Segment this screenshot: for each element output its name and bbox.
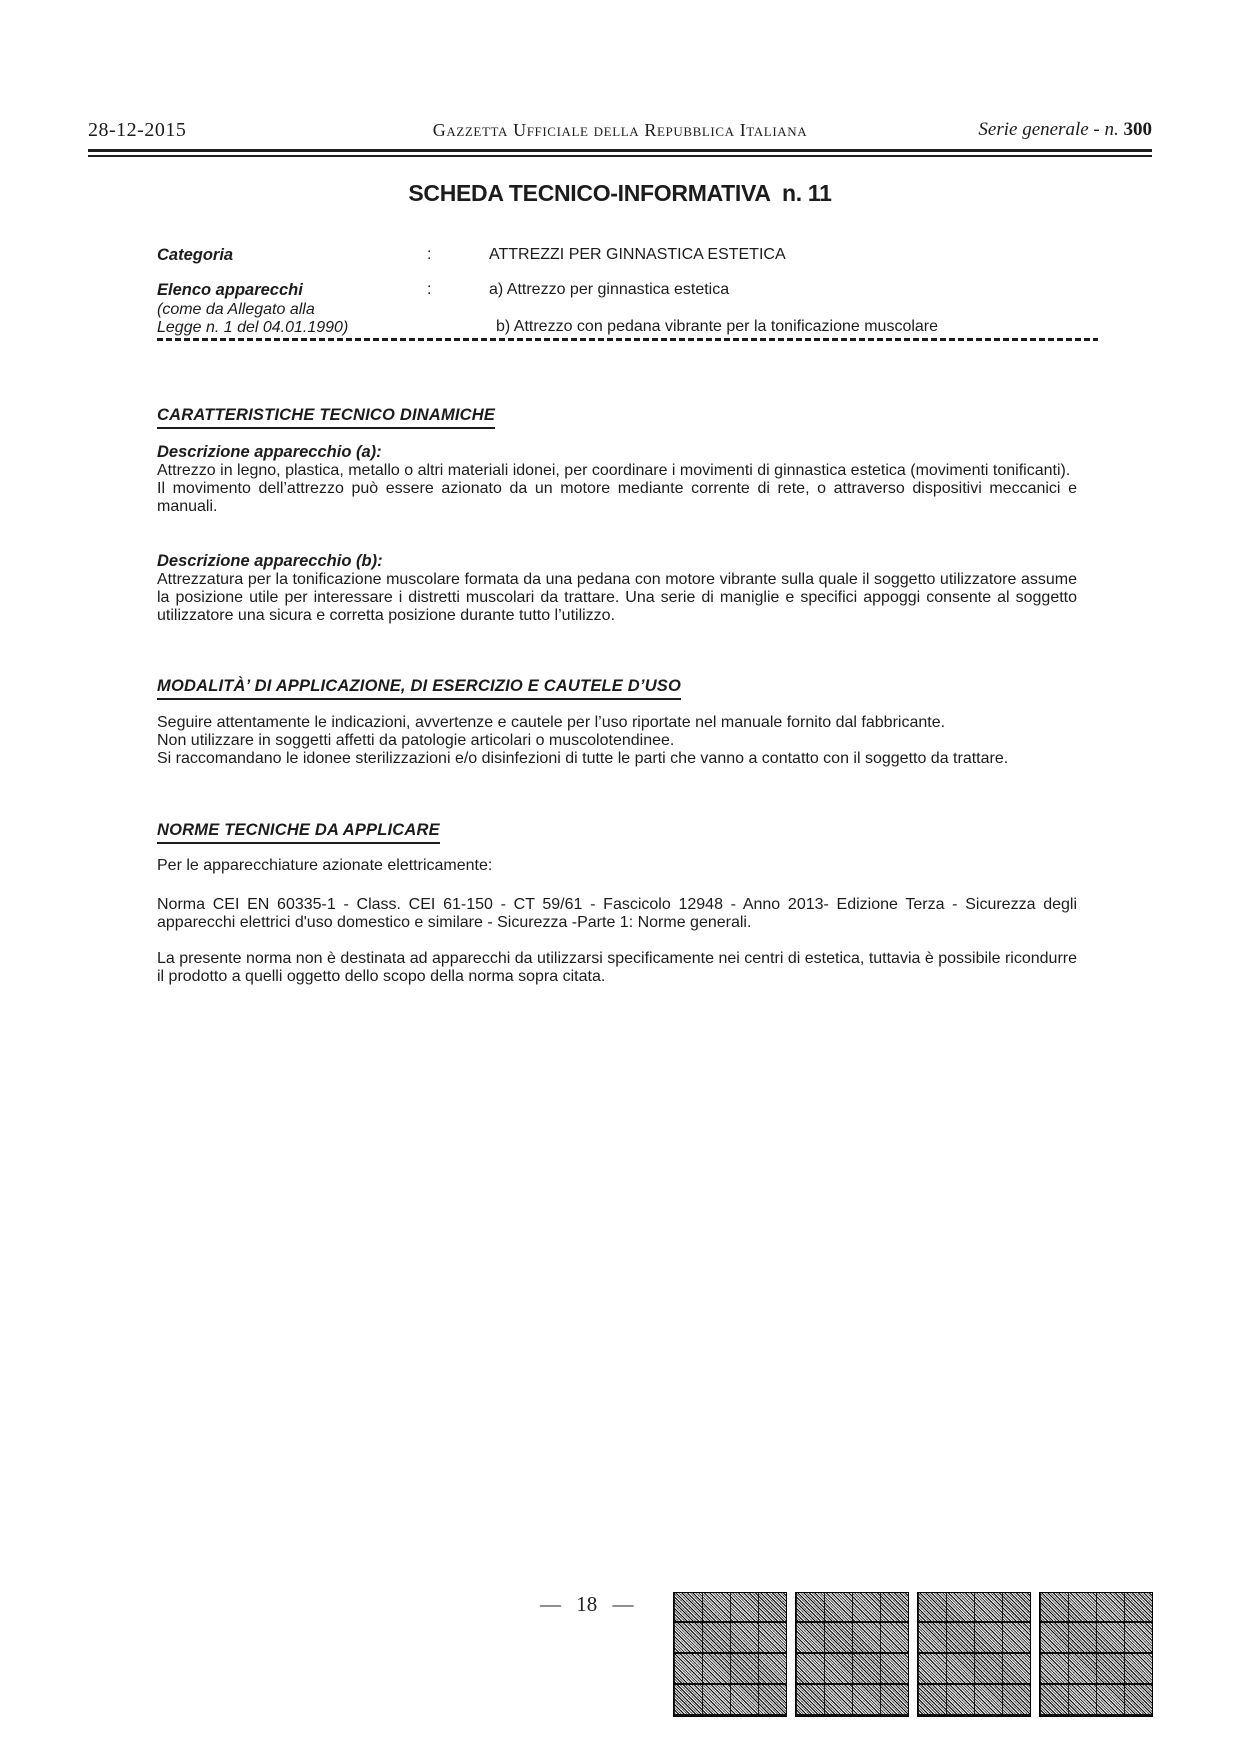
description-a-block <box>157 443 1077 516</box>
description-a-label-line <box>157 443 1077 462</box>
header-series-sep: - n. <box>1088 119 1124 140</box>
page-number: — 18 — <box>540 1592 634 1616</box>
header-date: 28-12-2015 <box>88 119 187 141</box>
equipment-list-items <box>489 281 1077 337</box>
norme-paragraph-2: La presente norma non è destinata ad apparecchi da utilizzarsi specificamente nei centri di estetica, tuttavia è possibile ricondurre il prodotto a quelli oggetto dello scopo della norma sopra citata. <box>157 950 1077 985</box>
header-journal-title: Gazzetta Ufficiale della Repubblica Italiana <box>432 120 808 140</box>
header-series-number: 300 <box>1123 119 1152 140</box>
description-b-block <box>157 552 1077 625</box>
section-heading-modalita <box>157 677 681 700</box>
category-value: ATTREZZI PER GINNASTICA ESTETICA <box>489 246 786 263</box>
barcode-strip <box>673 1592 1153 1717</box>
modalita-line-1: Seguire attentamente le indicazioni, avvertenze e cautele per l’uso riportate nel manuale fornito dal fabbricante. <box>157 714 946 731</box>
modalita-block <box>157 714 1077 768</box>
equipment-list-sublabel-1: (come da Allegato alla <box>157 301 315 318</box>
description-a-colon: : <box>376 443 382 461</box>
equipment-list-label-group <box>157 281 427 337</box>
page-title: SCHEDA TECNICO-INFORMATIVA n. 11 <box>408 180 832 206</box>
equipment-item-a: a) Attrezzo per ginnastica estetica <box>489 281 730 298</box>
norme-block-2 <box>157 950 1077 986</box>
modalita-line-3: Si raccomandano le idonee sterilizzazioni e/o disinfezioni di tutte le parti che vanno a contatto con il soggetto da trattare. <box>157 750 1009 767</box>
category-colon: : <box>427 246 432 263</box>
equipment-list-label: Elenco apparecchi <box>157 281 303 299</box>
header-double-rule <box>88 149 1152 157</box>
barcode-block-4 <box>1039 1592 1153 1717</box>
description-b-label: Descrizione apparecchio (b) <box>157 552 378 570</box>
description-a-paragraph-1: Attrezzo in legno, plastica, metallo o altri materiali idonei, per coordinare i movimenti di ginnastica estetica (movimenti tonificanti). <box>157 462 1071 479</box>
description-b-label-line <box>157 552 1077 571</box>
section-heading-norme-text: NORME TECNICHE DA APPLICARE <box>157 821 440 844</box>
norme-block-1 <box>157 896 1077 932</box>
description-a-label: Descrizione apparecchio (a) <box>157 443 377 461</box>
description-a-paragraph-2: Il movimento dell’attrezzo può essere azionato da un motore mediante corrente di rete, o attraverso dispositivi meccanici e manuali. <box>157 480 1077 515</box>
barcode-block-2 <box>795 1592 909 1717</box>
section-heading-caratteristiche <box>157 406 495 429</box>
header-series-name: Serie generale <box>978 119 1089 140</box>
dashed-divider <box>157 338 1098 341</box>
description-b-colon: : <box>377 552 383 570</box>
barcode-block-3 <box>917 1592 1031 1717</box>
barcode-block-1 <box>673 1592 787 1717</box>
header-series <box>978 119 1152 141</box>
section-heading-caratteristiche-text: CARATTERISTICHE TECNICO DINAMICHE <box>157 406 495 429</box>
category-label: Categoria <box>157 246 234 264</box>
category-row <box>157 246 1077 264</box>
equipment-item-b: b) Attrezzo con pedana vibrante per la tonificazione muscolare <box>496 318 939 335</box>
equipment-list-colon: : <box>427 281 432 298</box>
section-heading-norme <box>157 821 440 844</box>
section-heading-modalita-text: MODALITÀ’ DI APPLICAZIONE, DI ESERCIZIO E CAUTELE D’USO <box>157 677 681 700</box>
norme-intro-line: Per le apparecchiature azionate elettricamente: <box>157 857 493 874</box>
description-b-paragraph: Attrezzatura per la tonificazione muscolare formata da una pedana con motore vibrante sulla quale il soggetto utilizzatore assume la posizione utile per interessare i distretti muscolari da trattare. Una serie di maniglie e specifici appoggi consente al soggetto utilizzatore una sicura e corretta posizione durante tutto l’utilizzo. <box>157 571 1077 624</box>
modalita-line-2: Non utilizzare in soggetti affetti da patologie articolari o muscolotendinee. <box>157 732 675 749</box>
equipment-list-sublabel-2: Legge n. 1 del 04.01.1990) <box>157 319 349 336</box>
norme-paragraph-1: Norma CEI EN 60335-1 - Class. CEI 61-150 - CT 59/61 - Fascicolo 12948 - Anno 2013- Edizione Terza - Sicurezza degli apparecchi elettrici d'uso domestico e similare - Sicurezza -Parte 1: Norme generali. <box>157 896 1077 931</box>
equipment-list-row <box>157 281 1077 337</box>
